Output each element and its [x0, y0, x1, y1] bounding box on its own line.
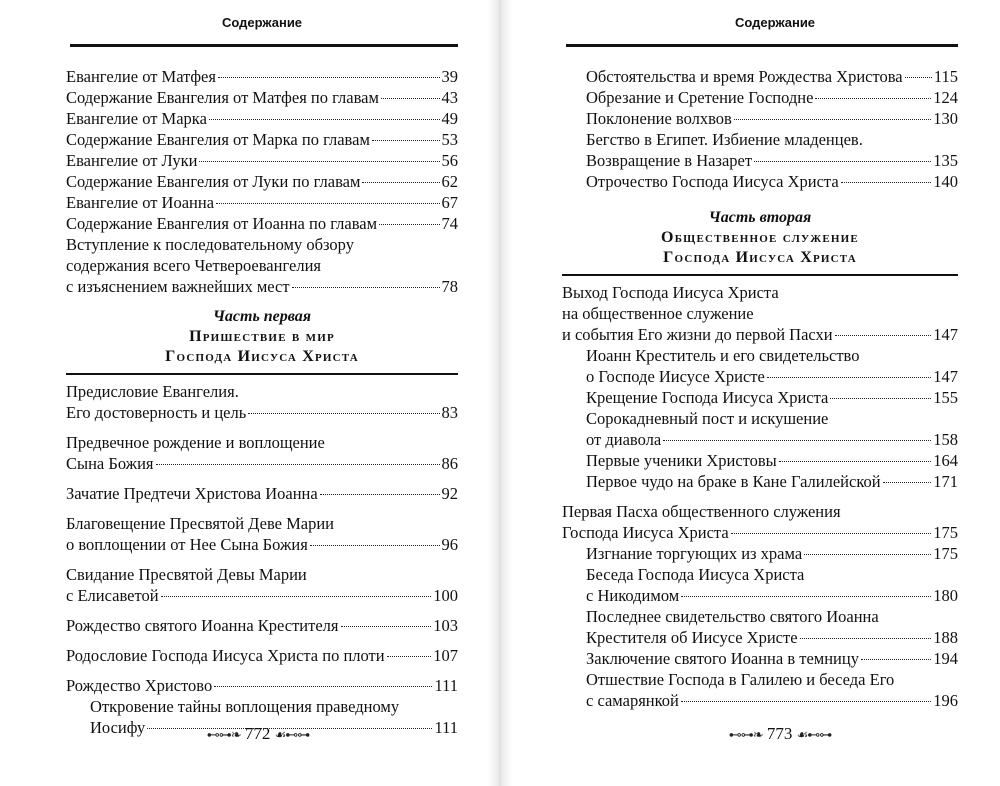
- toc-entry-title-line: Иосифу: [90, 718, 146, 737]
- toc-entry-title-line: Отрочество Господа Иисуса Христа: [586, 172, 839, 191]
- toc-entry-title-line: Поклонение волхвов: [586, 109, 732, 128]
- dot-leader: [362, 182, 439, 183]
- toc-entry-page: 180: [933, 586, 958, 605]
- toc-entry-title-line: Евангелие от Марка: [66, 109, 207, 128]
- page-number: [530, 724, 1000, 744]
- toc-entry: [562, 129, 958, 171]
- toc-entry: [66, 129, 458, 150]
- toc-entry: [66, 150, 458, 171]
- toc-entry-page: 107: [433, 646, 458, 665]
- toc-entry-title-line: Заключение святого Иоанна в темницу: [586, 649, 859, 668]
- toc-entry-page: 155: [933, 388, 958, 407]
- toc-entry: [66, 615, 458, 636]
- toc-entry-title-line: Обстоятельства и время Рождества Христова: [586, 67, 903, 86]
- dot-leader: [800, 638, 932, 639]
- dot-leader: [209, 119, 440, 120]
- toc-entry-page: 43: [441, 88, 458, 107]
- toc-entry-title-line: Благовещение Пресвятой Деве Марии: [66, 514, 334, 533]
- toc-entry-page: 111: [434, 676, 458, 695]
- toc-entry: [562, 66, 958, 87]
- toc-entry-title-line: с самарянкой: [586, 691, 679, 710]
- toc-entry-page: 147: [933, 367, 958, 386]
- toc-entry: [66, 213, 458, 234]
- part-label: Часть вторая: [708, 209, 812, 226]
- dot-leader: [883, 482, 932, 483]
- toc-list-part: [66, 381, 458, 738]
- toc-entry-title-line: Содержание Евангелия от Луки по главам: [66, 172, 361, 191]
- toc-entry: [66, 564, 458, 606]
- toc-entry-page: 49: [441, 109, 458, 128]
- dot-leader: [216, 203, 439, 204]
- dot-leader: [199, 161, 439, 162]
- toc-entry: [66, 483, 458, 504]
- dot-leader: [218, 77, 440, 78]
- toc-entry-page: 115: [933, 67, 958, 86]
- toc-entry-title-line: Содержание Евангелия от Марка по главам: [66, 130, 370, 149]
- dot-leader: [341, 626, 432, 627]
- toc-entry-page: 96: [441, 535, 458, 554]
- toc-entry-page: 135: [933, 151, 958, 170]
- toc-entry: [562, 108, 958, 129]
- folio-ornament-left: ⊷⊶❧: [206, 727, 241, 742]
- toc-entry-page: 196: [933, 691, 958, 710]
- toc-entry-page: 124: [933, 88, 958, 107]
- toc-entry-title-line: Предисловие Евангелия.: [66, 382, 239, 401]
- folio-ornament-right: ☙⊷⊶: [796, 727, 832, 742]
- part-label: Часть первая: [212, 308, 312, 325]
- toc-column: [66, 66, 458, 738]
- dot-leader: [804, 554, 931, 555]
- toc-entry-title-line: Сорокадневный пост и искушение: [586, 409, 829, 428]
- toc-entry: [66, 381, 458, 423]
- toc-entry: [562, 408, 958, 450]
- toc-entry-title-line: Первая Пасха общественного служения: [562, 502, 841, 521]
- toc-entry-page: 100: [433, 586, 458, 605]
- folio-ornament-left: ⊷⊶❧: [728, 727, 763, 742]
- toc-entry-title-line: о Господе Иисусе Христе: [586, 367, 765, 386]
- dot-leader: [861, 659, 931, 660]
- toc-entry-title-line: Иоанн Креститель и его свидетельство: [586, 346, 860, 365]
- toc-entry: [562, 387, 958, 408]
- toc-entry-title-line: и события Его жизни до первой Пасхи: [562, 325, 833, 344]
- page-number: [8, 724, 508, 744]
- toc-entry-page: 74: [441, 214, 458, 233]
- dot-leader: [320, 494, 440, 495]
- toc-entry-title-line: Бегство в Египет. Избиение младенцев.: [586, 130, 863, 149]
- toc-entry-title-line: Возвращение в Назарет: [586, 151, 753, 170]
- dot-leader: [731, 533, 932, 534]
- dot-leader: [734, 119, 931, 120]
- dot-leader: [161, 596, 432, 597]
- toc-entry: [562, 564, 958, 606]
- toc-entry-title-line: Содержание Евангелия от Иоанна по главам: [66, 214, 378, 233]
- toc-entry-title-line: Беседа Господа Иисуса Христа: [586, 565, 805, 584]
- toc-entry: [66, 87, 458, 108]
- toc-entry-page: 111: [434, 718, 458, 737]
- toc-entry: [66, 192, 458, 213]
- toc-entry-title-line: Вступление к последовательному обзору: [66, 235, 354, 254]
- toc-entry-title-line: Обрезание и Сретение Господне: [586, 88, 814, 107]
- toc-list-top: [66, 66, 458, 297]
- toc-entry-page: 188: [933, 628, 958, 647]
- part-rule: [66, 373, 458, 375]
- toc-entry: [562, 282, 958, 345]
- toc-entry: [66, 675, 458, 696]
- toc-entry-title-line: Последнее свидетельство святого Иоанна: [586, 607, 879, 626]
- toc-entry-page: 158: [933, 430, 958, 449]
- toc-entry-title-line: Господа Иисуса Христа: [562, 523, 729, 542]
- toc-entry-page: 53: [441, 130, 458, 149]
- toc-entry-page: 83: [441, 403, 458, 422]
- toc-entry: [66, 108, 458, 129]
- dot-leader: [379, 224, 439, 225]
- dot-leader: [310, 545, 440, 546]
- part-heading: [562, 208, 958, 276]
- toc-entry-page: 194: [933, 649, 958, 668]
- toc-entry-page: 171: [933, 472, 958, 491]
- part-rule: [562, 274, 958, 276]
- toc-entry-title-line: Содержание Евангелия от Матфея по главам: [66, 88, 379, 107]
- toc-entry: [562, 471, 958, 492]
- toc-entry-title-line: Первые ученики Христовы: [586, 451, 777, 470]
- toc-entry: [562, 606, 958, 648]
- toc-entry-title-line: Зачатие Предтечи Христова Иоанна: [66, 484, 318, 503]
- dot-leader: [292, 287, 440, 288]
- dot-leader: [663, 440, 931, 441]
- toc-entry: [66, 66, 458, 87]
- toc-entry-page: 56: [441, 151, 458, 170]
- toc-entry-title-line: Рождество святого Иоанна Крестителя: [66, 616, 339, 635]
- part-title-line-1: Пришествие в мир: [189, 328, 335, 345]
- toc-entry-page: 130: [933, 109, 958, 128]
- toc-entry-page: 92: [441, 484, 458, 503]
- page-number-value: 772: [244, 724, 271, 743]
- toc-entry-title-line: Евангелие от Иоанна: [66, 193, 215, 212]
- toc-entry: [66, 234, 458, 297]
- folio-ornament-right: ☙⊷⊶: [274, 727, 310, 742]
- dot-leader: [815, 98, 931, 99]
- toc-entry-page: 103: [433, 616, 458, 635]
- toc-entry-title-line: Сына Божия: [66, 454, 154, 473]
- toc-entry-title-line: Евангелие от Луки: [66, 151, 198, 170]
- toc-entry-title-line: на общественное служение: [562, 304, 754, 323]
- toc-entry-title-line: Рождество Христово: [66, 676, 213, 695]
- toc-list-part: [562, 282, 958, 711]
- toc-entry: [562, 87, 958, 108]
- toc-entry-title-line: Выход Господа Иисуса Христа: [562, 283, 779, 302]
- header-rule: [70, 44, 458, 47]
- dot-leader: [681, 701, 931, 702]
- toc-entry-title-line: от диавола: [586, 430, 662, 449]
- toc-entry: [562, 543, 958, 564]
- dot-leader: [214, 686, 432, 687]
- toc-entry-title-line: Его достоверность и цель: [66, 403, 247, 422]
- dot-leader: [830, 398, 931, 399]
- toc-entry: [562, 501, 958, 543]
- dot-leader: [681, 596, 931, 597]
- right-page: [500, 0, 1000, 786]
- toc-entry: [562, 648, 958, 669]
- dot-leader: [905, 77, 932, 78]
- toc-entry-page: 86: [441, 454, 458, 473]
- toc-entry: [562, 171, 958, 192]
- toc-entry-title-line: Родословие Господа Иисуса Христа по плоти: [66, 646, 385, 665]
- toc-entry-title-line: Свидание Пресвятой Девы Марии: [66, 565, 307, 584]
- toc-entry-title-line: Откровение тайны воплощения праведному: [90, 697, 400, 716]
- part-title-line-1: Общественное служение: [661, 229, 859, 246]
- toc-entry-title-line: с Елисаветой: [66, 586, 159, 605]
- toc-entry: [66, 171, 458, 192]
- running-head: Содержание: [221, 15, 303, 30]
- toc-entry-title-line: содержания всего Четвероевангелия: [66, 256, 321, 275]
- toc-entry-page: 147: [933, 325, 958, 344]
- part-title-line-2: Господа Иисуса Христа: [165, 348, 359, 365]
- toc-entry: [562, 450, 958, 471]
- toc-entry-page: 67: [441, 193, 458, 212]
- toc-entry-title-line: Первое чудо на браке в Кане Галилейской: [586, 472, 881, 491]
- toc-entry-title-line: Отшествие Господа в Галилею и беседа Его: [586, 670, 895, 689]
- dot-leader: [841, 182, 932, 183]
- page-number-value: 773: [766, 724, 793, 743]
- toc-list-top: [562, 66, 958, 192]
- dot-leader: [381, 98, 440, 99]
- toc-entry-title-line: Евангелие от Матфея: [66, 67, 216, 86]
- toc-entry-page: 78: [441, 277, 458, 296]
- toc-entry-title-line: Предвечное рождение и воплощение: [66, 433, 325, 452]
- running-head: Содержание: [734, 15, 816, 30]
- toc-entry: [66, 513, 458, 555]
- dot-leader: [248, 413, 439, 414]
- header-rule: [566, 44, 958, 47]
- toc-entry-page: 62: [441, 172, 458, 191]
- toc-entry: [66, 432, 458, 474]
- toc-entry-title-line: Крестителя об Иисусе Христе: [586, 628, 798, 647]
- dot-leader: [835, 335, 932, 336]
- toc-entry-page: 175: [933, 523, 958, 542]
- toc-entry: [562, 669, 958, 711]
- toc-entry-title-line: Крещение Господа Иисуса Христа: [586, 388, 829, 407]
- toc-entry-title-line: Изгнание торгующих из храма: [586, 544, 803, 563]
- toc-entry-title-line: с изъяснением важнейших мест: [66, 277, 290, 296]
- part-heading: [66, 307, 458, 375]
- toc-entry-page: 39: [441, 67, 458, 86]
- dot-leader: [156, 464, 440, 465]
- dot-leader: [372, 140, 440, 141]
- toc-entry-title-line: о воплощении от Нее Сына Божия: [66, 535, 308, 554]
- part-title-line-2: Господа Иисуса Христа: [663, 249, 857, 266]
- toc-entry: [562, 345, 958, 387]
- toc-entry: [66, 645, 458, 666]
- dot-leader: [767, 377, 931, 378]
- toc-entry-page: 164: [933, 451, 958, 470]
- dot-leader: [387, 656, 432, 657]
- dot-leader: [754, 161, 931, 162]
- toc-entry-page: 175: [933, 544, 958, 563]
- dot-leader: [779, 461, 931, 462]
- toc-column: [562, 66, 958, 711]
- toc-entry-page: 140: [933, 172, 958, 191]
- toc-entry-title-line: с Никодимом: [586, 586, 680, 605]
